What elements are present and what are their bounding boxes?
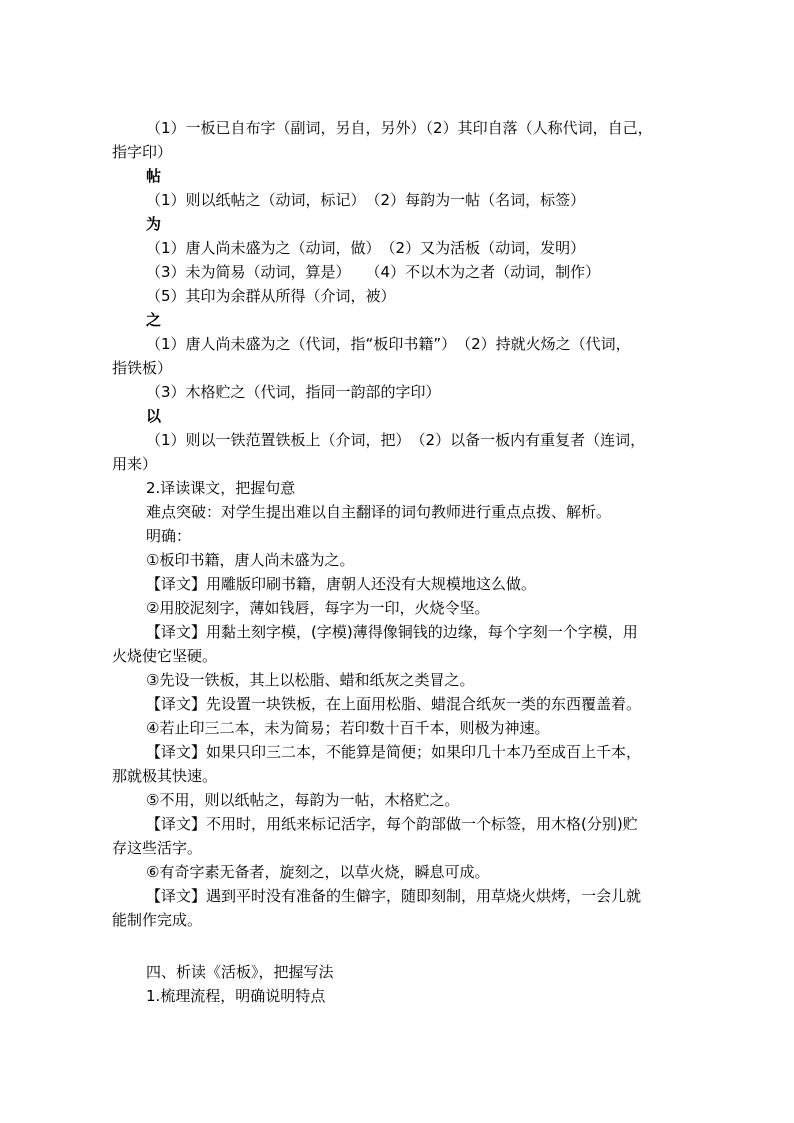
text-line: 存这些活字。: [112, 839, 203, 857]
subheading: 2.译读课文，把握句意: [146, 479, 296, 497]
subheading: 1.梳理流程，明确说明特点: [146, 987, 326, 1005]
section-heading: 四、析读《活板》，把握写法: [146, 963, 334, 981]
text-line: （1）一板已自布字（副词，另自，另外）（2）其印自落（人称代词，自己，: [146, 119, 653, 137]
text-line: （3）木格贮之（代词，指同一韵部的字印）: [146, 383, 441, 401]
text-line: 明确：: [146, 527, 192, 545]
text-line: ②用胶泥刻字，薄如钱唇，每字为一印，火烧令坚。: [146, 599, 490, 617]
text-line: 指字印）: [112, 143, 173, 161]
text-line: 【译文】用黏土刻字模，(字模)薄得像铜钱的边缘，每个字刻一个字模，用: [146, 623, 638, 641]
section-word: 以: [146, 407, 162, 425]
text-line: ⑤不用，则以纸帖之，每韵为一帖，木格贮之。: [146, 791, 460, 809]
text-line: （1）唐人尚未盛为之（动词，做） （2）又为活板（动词，发明）: [146, 239, 586, 257]
text-line: 火烧使它坚硬。: [112, 647, 218, 665]
text-line: ④若止印三二本，未为简易；若印数十百千本，则极为神速。: [146, 719, 550, 737]
text-line: ⑥有奇字素无备者，旋刻之，以草火烧，瞬息可成。: [146, 863, 490, 881]
section-word: 为: [146, 215, 162, 233]
section-word: 之: [146, 311, 162, 329]
text-line: 用来）: [112, 455, 158, 473]
text-line: （3）未为简易（动词，算是） （4）不以木为之者（动词，制作）: [146, 263, 601, 281]
text-line: （5）其印为余群从所得（介词，被）: [146, 287, 396, 305]
text-line: 指铁板）: [112, 359, 173, 377]
text-line: 【译文】如果只印三二本，不能算是简便；如果印几十本乃至成百上千本，: [146, 743, 642, 761]
text-line: （1）则以纸帖之（动词，标记） （2）每韵为一帖（名词，标签）: [146, 191, 586, 209]
text-line: 【译文】遇到平时没有准备的生僻字，随即刻制，用草烧火烘烤，一会儿就: [146, 887, 642, 905]
text-line: 能制作完成。: [112, 911, 203, 929]
section-word: 帖: [146, 167, 162, 185]
text-line: ③先设一铁板，其上以松脂、蜡和纸灰之类冒之。: [146, 671, 475, 689]
text-line: ①板印书籍，唐人尚未盛为之。: [146, 551, 355, 569]
text-line: 那就极其快速。: [112, 767, 218, 785]
text-line: （1）唐人尚未盛为之（代词，指“板印书籍”） （2）持就火炀之（代词，: [146, 335, 631, 353]
text-line: 难点突破：对学生提出难以自主翻译的词句教师进行重点点拨、解析。: [146, 503, 612, 521]
text-line: 【译文】用雕版印刷书籍，唐朝人还没有大规模地这么做。: [146, 575, 537, 593]
text-line: 【译文】先设置一块铁板，在上面用松脂、蜡混合纸灰一类的东西覆盖着。: [146, 695, 642, 713]
text-line: 【译文】不用时，用纸来标记活字，每个韵部做一个标签，用木格(分别)贮: [146, 815, 638, 833]
text-line: （1）则以一铁范置铁板上（介词，把） （2）以备一板内有重复者（连词，: [146, 431, 646, 449]
